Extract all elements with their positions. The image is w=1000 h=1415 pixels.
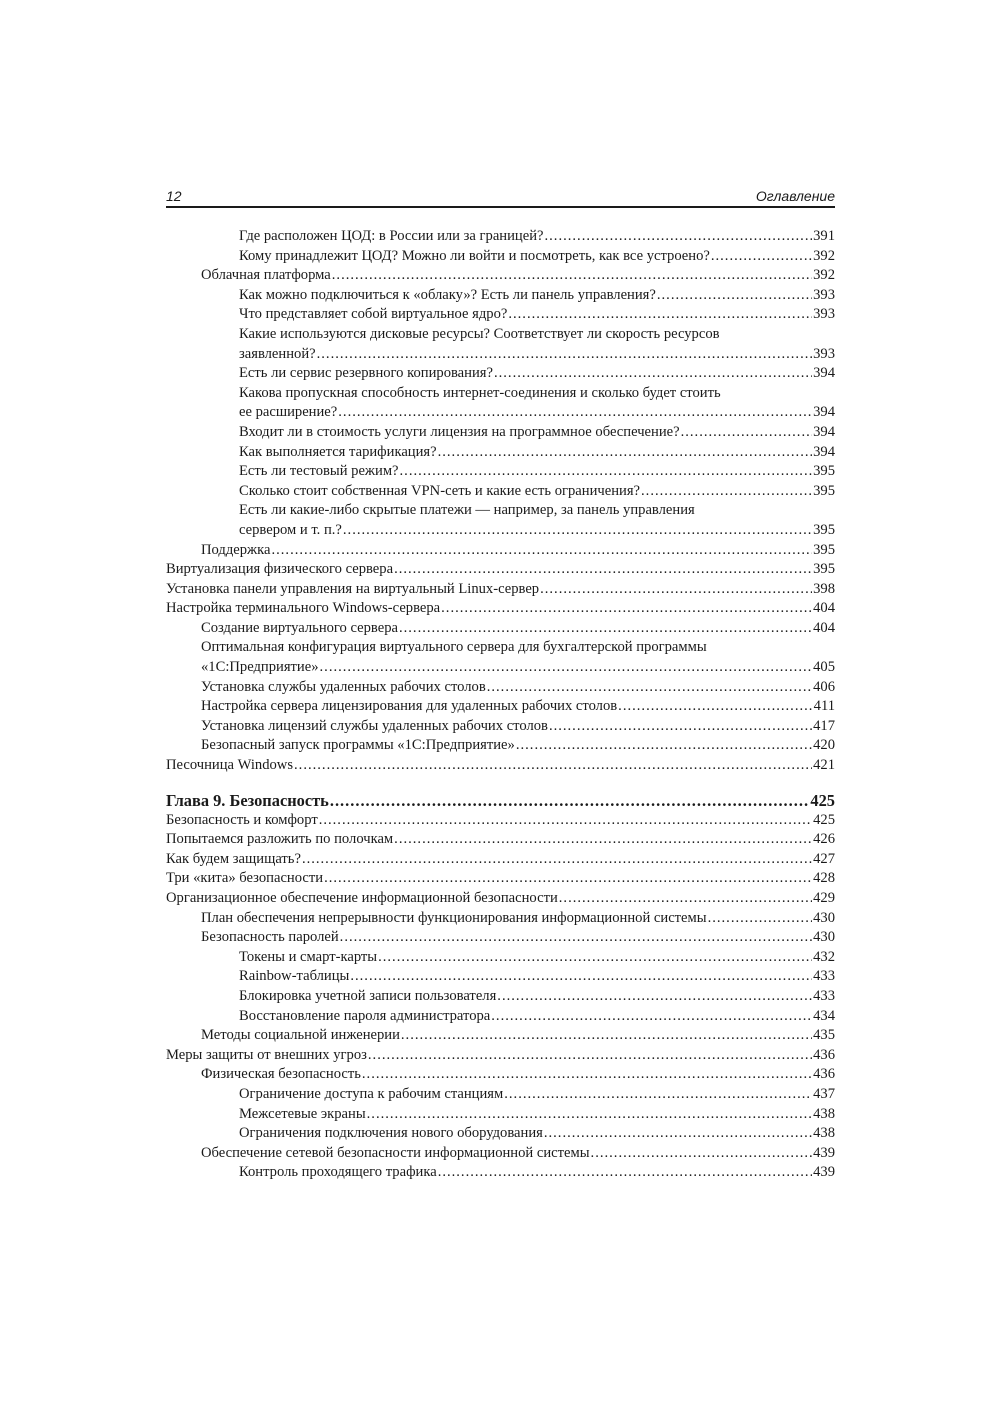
dot-leader: [302, 850, 812, 870]
toc-entry[interactable]: [166, 580, 835, 600]
toc-entry-page: 405: [813, 659, 835, 676]
toc-entry-page: 421: [813, 757, 835, 774]
toc-entry-page: 438: [813, 1105, 835, 1122]
toc-entry-title: Методы социальной инженерии: [201, 1027, 400, 1044]
toc-entry[interactable]: [166, 1046, 835, 1066]
toc-entry-title: Меры защиты от внешних угроз: [166, 1046, 367, 1063]
toc-entry-page: 391: [813, 228, 835, 244]
toc-entry[interactable]: [166, 1065, 835, 1085]
toc-entry-title-line1: Какова пропускная способность интернет-соединения и сколько будет стоить: [239, 384, 721, 401]
toc-entry-page: 425: [813, 811, 835, 828]
dot-leader: [400, 462, 813, 482]
toc-entry-page: 425: [810, 790, 835, 810]
dot-leader: [350, 967, 812, 987]
toc-entry-page: 433: [813, 987, 835, 1004]
toc-entry[interactable]: [166, 560, 835, 580]
toc-entry-page: 398: [813, 580, 835, 597]
dot-leader: [368, 1046, 812, 1066]
toc-entry[interactable]: [166, 541, 835, 561]
toc-entry-title: Безопасность и комфорт: [166, 811, 318, 828]
dot-leader: [367, 1105, 812, 1125]
toc-entry-title: Облачная платформа: [201, 267, 331, 284]
toc-entry-title: Безопасный запуск программы «1С:Предприятие»: [201, 737, 515, 754]
toc-entry-title: Где расположен ЦОД: в России или за границей?: [239, 228, 544, 244]
toc-entry[interactable]: [166, 811, 835, 831]
toc-entry-title: Межсетевые экраны: [239, 1105, 366, 1122]
toc-entry-title: Как будем защищать?: [166, 850, 301, 867]
toc-entry-title: Как выполняется тарификация?: [239, 443, 437, 460]
dot-leader: [618, 697, 812, 717]
toc-entry[interactable]: [166, 501, 835, 540]
toc-entry[interactable]: [166, 1105, 835, 1125]
dot-leader: [394, 830, 812, 850]
toc-entry[interactable]: [166, 599, 835, 619]
toc-entry-page: 434: [813, 1007, 835, 1024]
toc-entry-page: 420: [813, 737, 835, 754]
dot-leader: [516, 736, 812, 756]
toc-entry-title: Физическая безопасность: [201, 1066, 361, 1083]
toc-entry-title: План обеспечения непрерывности функционирования информационной системы: [201, 909, 707, 926]
dot-leader: [438, 1163, 812, 1183]
toc-entry[interactable]: [166, 756, 835, 776]
header-rule: [166, 206, 835, 208]
toc-entry-title-line1: Есть ли какие-либо скрытые платежи — например, за панель управления: [239, 502, 695, 519]
toc-entry[interactable]: [166, 987, 835, 1007]
dot-leader: [332, 266, 812, 286]
toc-entry-title: Песочница Windows: [166, 757, 294, 774]
toc-entry[interactable]: [166, 889, 835, 909]
toc-entry[interactable]: [166, 678, 835, 698]
toc-entry-page: 436: [813, 1046, 835, 1063]
toc-entry-title: Сколько стоит собственная VPN-сеть и какие есть ограничения?: [239, 482, 641, 499]
dot-leader: [362, 1065, 812, 1085]
toc-entry-title: Как можно подключиться к «облаку»? Есть ли панель управления?: [239, 286, 656, 303]
toc-entry-page: 430: [813, 929, 835, 946]
toc-entry-title-line2: «1С:Предприятие»: [201, 659, 319, 676]
toc-entry[interactable]: [166, 305, 835, 325]
toc-entry-title: Обеспечение сетевой безопасности информационной системы: [201, 1144, 590, 1161]
toc-entry-page: 392: [813, 267, 835, 284]
toc-entry-title: Что представляет собой виртуальное ядро?: [239, 306, 508, 323]
toc-entry-page: 394: [813, 404, 835, 421]
dot-leader: [591, 1144, 813, 1164]
toc-entry-page: 406: [813, 678, 835, 695]
toc-entry[interactable]: [166, 482, 835, 502]
toc-entry-page: 417: [813, 717, 835, 734]
dot-leader: [545, 227, 813, 247]
dot-leader: [497, 987, 812, 1007]
toc-entry-title: Блокировка учетной записи пользователя: [239, 987, 497, 1004]
toc-entry-title-line1: Оптимальная конфигурация виртуального сервера для бухгалтерской программы: [201, 639, 707, 656]
toc-entry[interactable]: [166, 364, 835, 384]
toc-entry-page: 393: [813, 306, 835, 323]
toc-entry-title: Создание виртуального сервера: [201, 619, 398, 636]
toc-entry-title: Настройка терминального Windows-сервера: [166, 600, 441, 617]
toc-entry-title: Установка службы удаленных рабочих столов: [201, 678, 486, 695]
toc-entry-page: 411: [813, 698, 835, 715]
toc-entry[interactable]: [166, 909, 835, 929]
toc-entry-title: Безопасность паролей: [201, 929, 339, 946]
toc-entry[interactable]: [166, 619, 835, 639]
toc-entry-title: Глава 9. Безопасность: [166, 790, 329, 810]
toc-entry[interactable]: [166, 967, 835, 987]
dot-leader: [399, 619, 812, 639]
toc-entry-page: 432: [813, 948, 835, 965]
toc-entry-title: Rainbow-таблицы: [239, 968, 350, 985]
dot-leader: [294, 756, 812, 776]
toc-entry-page: 427: [813, 850, 835, 867]
dot-leader: [324, 869, 812, 889]
toc-entry-title: Установка лицензий службы удаленных рабочих столов: [201, 717, 548, 734]
toc-entry-page: 395: [813, 463, 835, 480]
toc-entry[interactable]: [166, 1144, 835, 1164]
toc-entry-title: Есть ли сервис резервного копирования?: [239, 365, 493, 382]
toc-entry[interactable]: [166, 736, 835, 756]
toc-entry[interactable]: [166, 948, 835, 968]
toc-entry-page: 439: [813, 1144, 835, 1161]
toc-entry-page: 395: [813, 521, 835, 538]
toc-entry-page: 428: [813, 870, 835, 887]
toc-entry-title: Контроль проходящего трафика: [239, 1164, 437, 1181]
toc-entry-title: Настройка сервера лицензирования для удаленных рабочих столов: [201, 698, 618, 715]
dot-leader: [494, 364, 812, 384]
dot-leader: [641, 482, 812, 502]
toc-entry-page: 435: [813, 1027, 835, 1044]
dot-leader: [394, 560, 812, 580]
toc-entry-page: 395: [813, 541, 835, 558]
toc-entry-last-line: [239, 521, 835, 541]
toc-entry[interactable]: [166, 443, 835, 463]
toc-entry[interactable]: [166, 227, 835, 247]
toc-entry-page: 404: [813, 600, 835, 617]
toc-entry[interactable]: [166, 1026, 835, 1046]
toc-entry-page: 392: [813, 247, 835, 264]
toc-entry-title: Организационное обеспечение информационной безопасности: [166, 890, 558, 906]
toc-entry-page: 393: [813, 345, 835, 362]
toc-entry[interactable]: [166, 928, 835, 948]
toc-entry-page: 438: [813, 1125, 835, 1142]
dot-leader: [549, 717, 812, 737]
toc-entry-page: 395: [813, 561, 835, 578]
toc-entry[interactable]: [166, 247, 835, 267]
dot-leader: [491, 1007, 812, 1027]
dot-leader: [544, 1124, 812, 1144]
table-of-contents: [166, 227, 835, 1183]
toc-entry-page: 394: [813, 365, 835, 382]
toc-entry-title: Установка панели управления на виртуальный Linux-сервер: [166, 580, 540, 597]
toc-entry[interactable]: [166, 1007, 835, 1027]
page-number: 12: [166, 188, 182, 204]
dot-leader: [343, 521, 812, 541]
toc-entry[interactable]: [166, 717, 835, 737]
toc-entry-last-line: [201, 658, 835, 678]
toc-entry-title: Есть ли тестовый режим?: [239, 463, 399, 480]
toc-entry-page: 436: [813, 1066, 835, 1083]
dot-leader: [508, 305, 812, 325]
toc-entry-title-line2: сервером и т. п.?: [239, 521, 342, 538]
toc-entry-page: 439: [813, 1164, 835, 1181]
toc-entry-page: 426: [813, 831, 835, 848]
toc-entry-title-line2: ее расширение?: [239, 404, 338, 421]
toc-entry-page: 433: [813, 968, 835, 985]
toc-entry-page: 394: [813, 423, 835, 440]
toc-entry-title: Поддержка: [201, 541, 271, 558]
toc-entry-title: Три «кита» безопасности: [166, 870, 324, 887]
toc-entry-title: Виртуализация физического сервера: [166, 561, 394, 578]
toc-entry[interactable]: [166, 1085, 835, 1105]
dot-leader: [320, 658, 813, 678]
toc-entry[interactable]: [166, 266, 835, 286]
toc-entry-title: Входит ли в стоимость услуги лицензия на программное обеспечение?: [239, 423, 680, 440]
dot-leader: [711, 247, 812, 267]
page-header: [166, 187, 835, 207]
toc-entry-last-line: [239, 345, 835, 365]
dot-leader: [504, 1085, 812, 1105]
toc-entry-title: Токены и смарт-карты: [239, 948, 378, 965]
toc-entry-title-line1: Какие используются дисковые ресурсы? Соответствует ли скорость ресурсов: [239, 325, 720, 342]
dot-leader: [319, 811, 812, 831]
toc-entry-page: 393: [813, 286, 835, 303]
dot-leader: [438, 443, 813, 463]
dot-leader: [340, 928, 812, 948]
toc-entry[interactable]: [166, 462, 835, 482]
toc-entry[interactable]: [166, 697, 835, 717]
toc-entry[interactable]: [166, 850, 835, 870]
toc-entry-last-line: [239, 403, 835, 423]
toc-section-2: [166, 811, 835, 1183]
dot-leader: [657, 286, 812, 306]
toc-entry[interactable]: [166, 830, 835, 850]
toc-entry[interactable]: [166, 1163, 835, 1183]
toc-section-1: [166, 227, 835, 776]
dot-leader: [330, 790, 810, 811]
dot-leader: [708, 909, 813, 929]
toc-entry[interactable]: [166, 423, 835, 443]
toc-entry-page: 395: [813, 482, 835, 499]
toc-entry-page: 394: [813, 443, 835, 460]
toc-entry-page: 429: [813, 890, 835, 906]
toc-entry-title: Ограничения подключения нового оборудования: [239, 1125, 543, 1142]
toc-entry-title: Восстановление пароля администратора: [239, 1007, 491, 1024]
dot-leader: [317, 345, 812, 365]
toc-entry-title: Попытаемся разложить по полочкам: [166, 831, 394, 848]
dot-leader: [540, 580, 812, 600]
toc-entry[interactable]: [166, 384, 835, 423]
toc-entry-page: 430: [813, 909, 835, 926]
toc-entry-title: Ограничение доступа к рабочим станциям: [239, 1085, 504, 1102]
toc-entry-title: Кому принадлежит ЦОД? Можно ли войти и посмотреть, как все устроено?: [239, 247, 710, 264]
toc-entry-page: 437: [813, 1085, 835, 1102]
dot-leader: [338, 403, 812, 423]
dot-leader: [559, 889, 812, 909]
running-title: Оглавление: [755, 188, 835, 204]
toc-entry[interactable]: [166, 325, 835, 364]
dot-leader: [681, 423, 813, 443]
dot-leader: [401, 1026, 812, 1046]
dot-leader: [378, 948, 812, 968]
dot-leader: [441, 599, 812, 619]
dot-leader: [487, 678, 812, 698]
toc-chapter-heading[interactable]: [166, 790, 835, 811]
toc-entry[interactable]: [166, 638, 835, 677]
toc-entry[interactable]: [166, 1124, 835, 1144]
toc-entry-page: 404: [813, 619, 835, 636]
toc-entry[interactable]: [166, 286, 835, 306]
dot-leader: [271, 541, 812, 561]
toc-entry[interactable]: [166, 869, 835, 889]
toc-entry-title-line2: заявленной?: [239, 345, 316, 362]
